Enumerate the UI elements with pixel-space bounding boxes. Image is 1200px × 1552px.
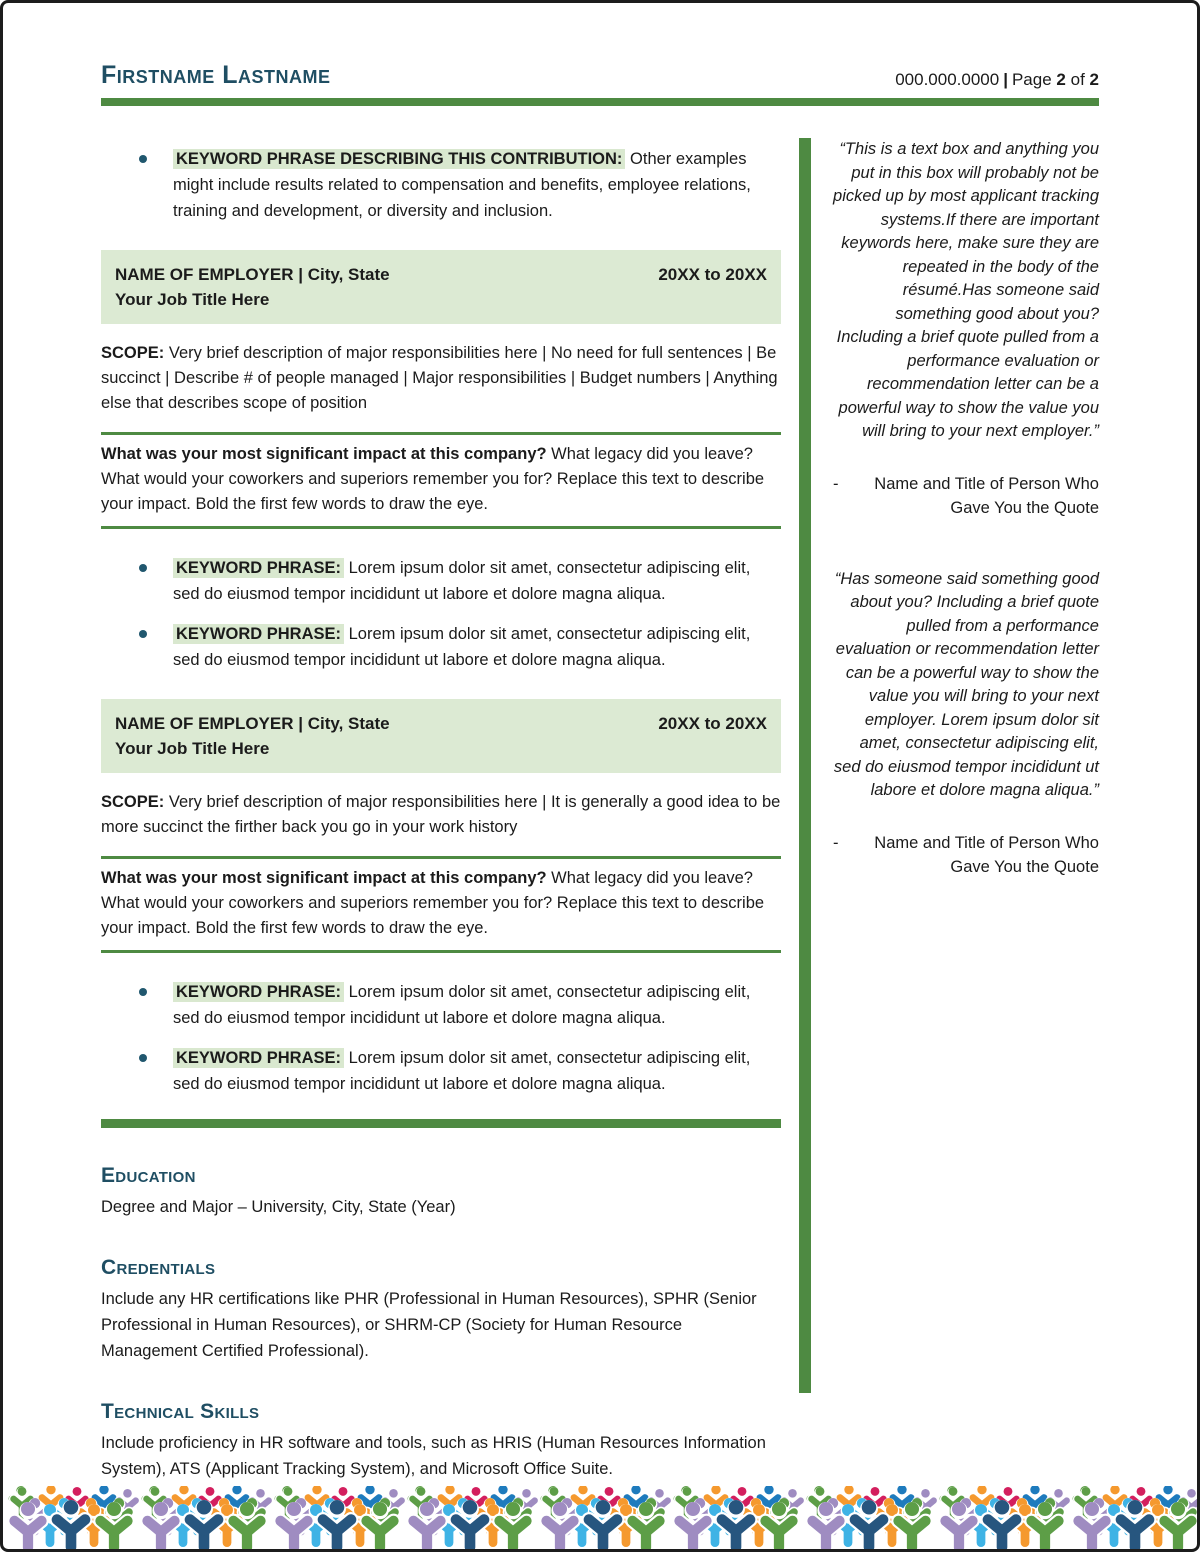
impact-lead: What was your most significant impact at this company? [101,869,547,887]
keyword-bullet-list [101,979,781,1097]
bullet-body-text: Lorem ipsum dolor sit amet, consectetur adipiscing elit, sed do eiusmod tempor incididunt ut labore et dolore magna aliqua. [173,1049,751,1093]
bullet-content [173,621,781,673]
bullet-body-text: Other examples might include results related to compensation and benefits, employee relations, training and development, or diversity and inclusion. [173,150,751,220]
section-divider-rule [101,1119,781,1128]
sidebar-column [799,106,1099,1482]
quote-attribution [833,831,1099,879]
job-title: Your Job Title Here [115,739,270,758]
scope-paragraph [101,790,781,840]
keyword-highlight: KEYWORD PHRASE: [173,624,344,644]
bullet-body-text: Lorem ipsum dolor sit amet, consectetur adipiscing elit, sed do eiusmod tempor incididunt ut labore et dolore magna aliqua. [173,625,751,669]
scope-text: Very brief description of major responsibilities here | No need for full sentences | Be succinct | Describe # of people managed | Major responsibilities | Budget numbers | Anything else that describes scope of position [101,344,778,412]
page-total: 2 [1089,70,1099,89]
list-item [139,555,781,607]
header-rule [101,98,1099,106]
bullet-icon [139,155,147,163]
quote-attribution [833,472,1099,520]
attribution-text: Name and Title of Person Who Gave You the Quote [874,474,1099,517]
contact-page-info [895,70,1099,90]
impact-text: What legacy did you leave? What would your coworkers and superiors remember you for? Replace this text to describe your impact. Bold the first few words to draw the eye. [101,869,765,937]
employer-name: NAME OF EMPLOYER | City, State [115,714,390,733]
employment-dates: 20XX to 20XX [658,714,767,733]
people-border-graphic [3,1486,1197,1549]
section-body: Include any HR certifications like PHR (Professional in Human Resources), SPHR (Senior Professional in Human Resources), or SHRM-CP (Society for Human Resource Management Certified Professional). [101,1290,757,1360]
list-item [139,979,781,1031]
impact-paragraph [101,856,781,953]
list-item [139,621,781,673]
bullet-icon [139,1054,147,1062]
bullet-content [173,146,781,224]
quote-textbox [811,138,1099,1482]
keyword-highlight: KEYWORD PHRASE: [173,1048,344,1068]
section-technical-skills [101,1400,781,1482]
attribution-text: Name and Title of Person Who Gave You the Quote [874,833,1099,876]
section-body: Include proficiency in HR software and tools, such as HRIS (Human Resources Information System), ATS (Applicant Tracking System), and Microsoft Office Suite. [101,1434,766,1478]
section-credentials [101,1256,781,1364]
candidate-name: Firstname Lastname [101,61,331,89]
bullet-icon [139,988,147,996]
keyword-highlight: KEYWORD PHRASE DESCRIBING THIS CONTRIBUTION: [173,149,625,169]
keyword-bullet-list [101,555,781,673]
page-number: 2 [1056,70,1066,89]
bullet-body-text: Lorem ipsum dolor sit amet, consectetur adipiscing elit, sed do eiusmod tempor incididunt ut labore et dolore magna aliqua. [173,559,751,603]
bullet-icon [139,564,147,572]
bullet-content [173,979,781,1031]
sidebar-accent-bar [799,138,811,1393]
section-heading: Technical Skills [101,1400,260,1423]
separator-pipe: | [1003,70,1008,89]
section-heading: Education [101,1164,196,1187]
attribution-dash: - [833,833,839,852]
bullet-content [173,555,781,607]
impact-text: What legacy did you leave? What would your coworkers and superiors remember you for? Replace this text to describe your impact. Bold the first few words to draw the eye. [101,445,765,513]
employment-dates: 20XX to 20XX [658,265,767,284]
bullet-content [173,1045,781,1097]
bullet-icon [139,630,147,638]
main-column [101,106,781,1482]
scope-paragraph [101,341,781,416]
employer-name: NAME OF EMPLOYER | City, State [115,265,390,284]
scope-label: SCOPE: [101,793,165,811]
of-word: of [1070,70,1085,89]
employer-header [101,699,781,773]
people-pattern-icon [3,1486,1197,1549]
page-word: Page [1011,70,1052,89]
scope-label: SCOPE: [101,344,165,362]
attribution-dash: - [833,474,839,493]
job-title: Your Job Title Here [115,290,270,309]
list-item [139,146,781,224]
phone-number: 000.000.0000 [895,70,1000,89]
keyword-highlight: KEYWORD PHRASE: [173,558,344,578]
impact-paragraph [101,432,781,529]
section-heading: Credentials [101,1256,216,1279]
scope-text: Very brief description of major responsibilities here | It is generally a good idea to be more succinct the firther back you go in your work history [101,793,781,836]
keyword-highlight: KEYWORD PHRASE: [173,982,344,1002]
impact-lead: What was your most significant impact at this company? [101,445,547,463]
page-header [3,3,1197,106]
section-education [101,1164,781,1220]
bullet-body-text: Lorem ipsum dolor sit amet, consectetur adipiscing elit, sed do eiusmod tempor incididunt ut labore et dolore magna aliqua. [173,983,751,1027]
quote-text: “Has someone said something good about you? Including a brief quote pulled from a performance evaluation or recommendation letter can be a powerful way to show the value you will bring to your next employer. Lorem ipsum dolor sit amet, consectetur adipiscing elit, sed do eiusmod tempor incididunt ut labore et dolore magna aliqua.” [833,569,1099,799]
employer-header [101,250,781,324]
list-item [139,1045,781,1097]
quote-text: “This is a text box and anything you put in this box will probably not be picked up by most applicant tracking systems.If there are important keywords here, make sure they are repeated in the body of the résumé.Has someone said something good about you? Including a brief quote pulled from a performance evaluation or recommendation letter can be a powerful way to show the value you will bring to your next employer.” [833,140,1099,440]
section-body: Degree and Major – University, City, State (Year) [101,1198,456,1216]
